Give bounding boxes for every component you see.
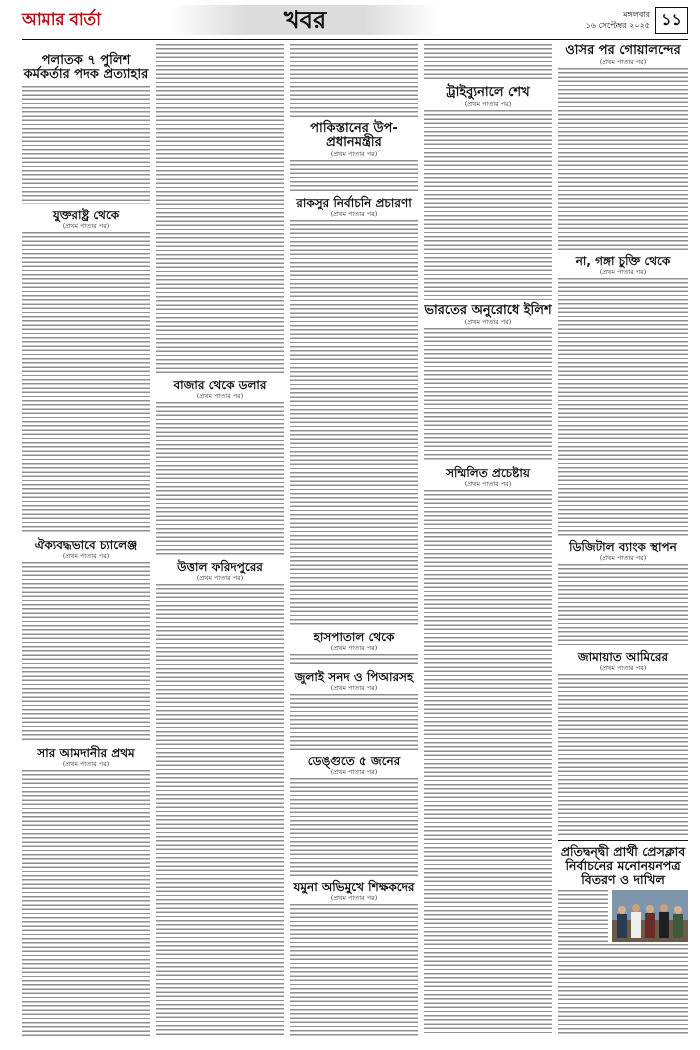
article-text <box>290 44 418 118</box>
headline: পাকিস্তানের উপ-প্রধানমন্ত্রীর <box>310 121 398 150</box>
article-text <box>22 562 150 742</box>
continuation-note: (প্রথম পাতার পর) <box>196 392 244 400</box>
continuation-note: (প্রথম পাতার পর) <box>330 150 378 158</box>
masthead-rule <box>22 39 688 40</box>
headline: বাজার থেকে ডলার <box>173 378 267 392</box>
headline: সম্মিলিত প্রচেষ্টায় <box>446 466 530 480</box>
news-photo <box>612 890 688 942</box>
dateline <box>556 9 650 31</box>
continuation-note: (প্রথম পাতার পর) <box>330 768 378 776</box>
section-title: খবর <box>170 5 440 35</box>
news-column <box>558 44 688 1036</box>
article-text <box>290 904 418 1036</box>
headline: রাকসুর নির্বাচনি প্রচারণা <box>296 196 412 210</box>
article-text <box>424 110 552 300</box>
article-text <box>290 778 418 876</box>
headline: জুলাই সনদ ও পিআরসহ <box>294 670 414 684</box>
news-column <box>156 44 284 1036</box>
article-text <box>558 68 688 250</box>
continuation-note: (প্রথম পাতার পর) <box>330 644 378 652</box>
continuation-note: (প্রথম পাতার পর) <box>330 684 378 692</box>
article-text <box>424 44 552 82</box>
continuation-note: (প্রথম পাতার পর) <box>464 480 512 488</box>
headline: সার আমদানীর প্রথম <box>37 746 135 760</box>
article-text <box>558 944 688 1036</box>
continuation-note: (প্রথম পাতার পর) <box>599 664 647 672</box>
weekday: মঙ্গলবার <box>623 10 650 19</box>
news-column <box>290 44 418 1036</box>
article-text <box>290 694 418 750</box>
headline: প্রতিদ্বন্দ্বী প্রার্থী প্রেসক্লাব নির্বাচনের মনোনয়নপত্র বিতরণ ও দাখিল <box>560 844 686 887</box>
article-text <box>156 584 284 1036</box>
continuation-note: (প্রথম পাতার পর) <box>196 574 244 582</box>
headline: ডেঙ্গুতে ৫ জনের <box>307 754 401 768</box>
continuation-note: (প্রথম পাতার পর) <box>62 222 110 230</box>
headline: ভারতের অনুরোধে ইলিশ <box>424 303 552 318</box>
continuation-note: (প্রথম পাতার পর) <box>62 552 110 560</box>
news-column <box>22 44 150 1036</box>
story-divider <box>558 840 688 841</box>
continuation-note: (প্রথম পাতার পর) <box>62 760 110 768</box>
news-column <box>424 44 552 1036</box>
page-number: ১১ <box>655 7 688 34</box>
article-text <box>156 402 284 556</box>
headline: যুক্তরাষ্ট্র থেকে <box>52 208 120 222</box>
article-text <box>290 160 418 192</box>
headline: হাসপাতাল থেকে <box>313 630 395 644</box>
article-text <box>22 86 150 204</box>
article-text <box>558 674 688 836</box>
article-text <box>558 890 608 942</box>
continuation-note: (প্রথম পাতার পর) <box>599 58 647 66</box>
headline: না, গঙ্গা চুক্তি থেকে <box>575 254 671 268</box>
headline: ট্রাইব্যুনালে শেখ <box>446 85 530 100</box>
headline: যমুনা অভিমুখে শিক্ষকদের <box>293 880 415 894</box>
headline: ডিজিটাল ব্যাংক স্থাপন <box>569 540 677 554</box>
article-text <box>558 278 688 536</box>
continuation-note: (প্রথম পাতার পর) <box>330 210 378 218</box>
article-text <box>22 232 150 534</box>
article-text <box>22 770 150 1036</box>
headline: ঐক্যবদ্ধভাবে চ্যালেঞ্জ <box>34 538 138 552</box>
continuation-note: (প্রথম পাতার পর) <box>330 894 378 902</box>
headline: জামায়াত আমিরের <box>577 650 669 664</box>
headline: পলাতক ৭ পুলিশ কর্মকর্তার পদক প্রত্যাহার <box>23 53 149 82</box>
article-text <box>424 490 552 1036</box>
headline: ওসির পর গোয়ালন্দের <box>565 44 681 58</box>
continuation-note: (প্রথম পাতার পর) <box>599 554 647 562</box>
article-text <box>290 220 418 626</box>
article-text <box>156 44 284 374</box>
continuation-note: (প্রথম পাতার পর) <box>464 318 512 326</box>
newspaper-logo: আমার বার্তা <box>22 10 101 30</box>
continuation-note: (প্রথম পাতার পর) <box>464 100 512 108</box>
date: ১৬ সেপ্টেম্বর ২০২৫ <box>585 21 650 30</box>
article-text <box>558 564 688 646</box>
article-text <box>290 654 418 666</box>
article-text <box>424 328 552 462</box>
photo-row <box>558 890 688 942</box>
continuation-note: (প্রথম পাতার পর) <box>599 268 647 276</box>
headline: উত্তাল ফরিদপুরের <box>177 560 263 574</box>
